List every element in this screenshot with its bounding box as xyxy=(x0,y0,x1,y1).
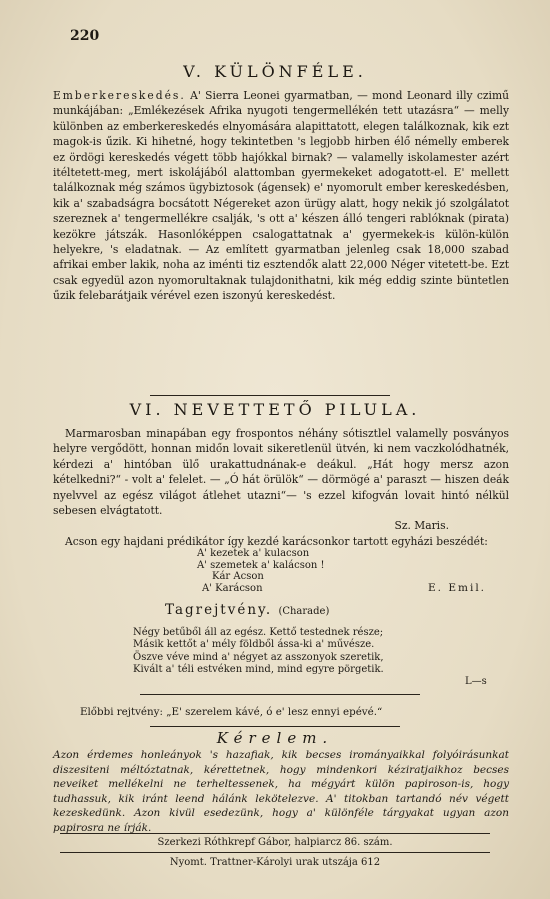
verse-signature: E. Emil. xyxy=(428,582,487,594)
charade-line: Négy betűből áll az egész. Kettő testednek része; xyxy=(133,627,384,638)
article-pilula xyxy=(53,426,509,549)
request-title: Kérelem. xyxy=(216,729,334,747)
request-body: Azon érdemes honleányok 's hazafiak, kik becses irományaikkal folyóirásunkat diszesiteni méltóztatnak, kérettetnek, hogy mindenkori kéziratjaikhoz becses neveiket mellékelni ne terheltessenek, ha mégyárt külön papiroson-is, hogy tudhassuk, kik iránt leend hálánk lekötelezve. A' titokban tartandó név végett kezeskedünk. Azon kivül esedezünk, hogy a' különféle tárgyakat ugyan azon papirosra ne írják. xyxy=(53,749,509,834)
charade-line: Másik kettőt a' mély földből ássa-ki a' művésze. xyxy=(133,639,375,651)
charade-subtitle: (Charade) xyxy=(278,606,330,617)
previous-riddle-solution: Előbbi rejtvény: „E' szerelem kávé, ó e' lesz ennyi epévé.“ xyxy=(80,706,383,718)
charade-signature: L—s xyxy=(465,676,487,687)
verse-line: A' szemetek a' kalácson ! xyxy=(197,559,325,571)
charade-line: Kivált a' téli estvéken mind, mind egyre pörgetik. xyxy=(133,664,384,676)
divider xyxy=(150,726,400,727)
page-number: 220 xyxy=(70,28,100,44)
article-emberkereskedes xyxy=(53,88,509,304)
printer-line: Nyomt. Trattner-Károlyi urak utszája 612 xyxy=(169,857,381,868)
divider xyxy=(60,852,490,853)
section-title-pilula: VI. NEVETTETŐ PILULA. xyxy=(129,400,421,419)
editor-line: Szerkezi Róthkrepf Gábor, halpiarcz 86. szám. xyxy=(157,837,393,848)
charade-verse xyxy=(133,627,384,677)
anecdote-signature: Sz. Maris. xyxy=(394,519,449,533)
charade-line: Öszve véve mind a' négyet az asszonyok szeretik, xyxy=(133,651,384,663)
charade-title xyxy=(165,602,329,618)
verse-line: A' kezetek a' kulacson xyxy=(197,548,310,559)
article-lead-word: Emberkereskedés. xyxy=(53,89,186,102)
divider xyxy=(140,694,420,695)
divider xyxy=(60,833,490,834)
sermon-verse xyxy=(197,548,325,594)
charade-title-text: Tagrejtvény. xyxy=(165,602,273,618)
anecdote-paragraph: Marmarosban minapában egy frospontos néhány sótisztlel valamelly posványos helyre vergődött, honnan midőn lovait sikeretlenül ütvén, ki nem vaczkolódhatnék, kérdezi a' hintóban ülő urakattudnának-e deákul. „Hát hogy mersz azon kételkedni?“ - volt a' felelet. — „Ó hát örülök“ — dörmögé a' paraszt — hiszen deák nyelvvel az egész világot átlehet utazni“— 's ezzel kifogván lovait hintó nélkül sebesen elvágtatott. xyxy=(53,427,509,518)
verse-line: A' Karácson xyxy=(202,582,263,594)
section-title-kulonfele: V. KÜLÖNFÉLE. xyxy=(183,62,367,81)
article-body: A' Sierra Leonei gyarmatban, — mond Leonard illy czimű munkájában: „Emlékezések Afrika nyugoti tengermellékén tett utazásra“ — melly különben az emberkereskedés elnyomására alapittatott, elegen találkoznak, kik ezt magok-is űzik. Ki hihetné, hogy tekintetben 's legjobb hirben élő némelly emberek ez ördögi kereskedés végett több hajókkal birnak? — valamelly iskolamester azért itéltetett-meg, mert iskolájából alattomban gyermekeket adogatott-el. E' mellett találkoznak még számos ügybiztosok (ágensek) e' nyomorult ember kereskedésben, kik a' szabadságra bocsátott Négereket azon ürügy alatt, hogy nekik jó szolgálatot szereznek a' tengermellékre csalják, 's ott a' készen álló tengeri rablóknak (pirata) kezökre játszák. Hasonlóképpen csalogattatnak a' gyermekek-is külön-külön helyekre, 's eladatnak. — Az említett gyarmatban jelenleg csak 18,000 szabad afrikai ember lakik, noha az iménti tiz esztendők alatt 22,000 Néger vitetett-be. Ezt csak egyedül azon nyomorultaknak tulajdonithatni, kik még eddig szinte büntetlen űzik felebarátjaik vérével ezen iszonyú kereskedést. xyxy=(53,89,509,303)
verse-line: Kár Acson xyxy=(212,571,264,583)
divider xyxy=(150,395,390,396)
sermon-intro: Acson egy hajdani prédikátor így kezdé karácsonkor tartott egyházi beszédét: xyxy=(65,534,488,548)
